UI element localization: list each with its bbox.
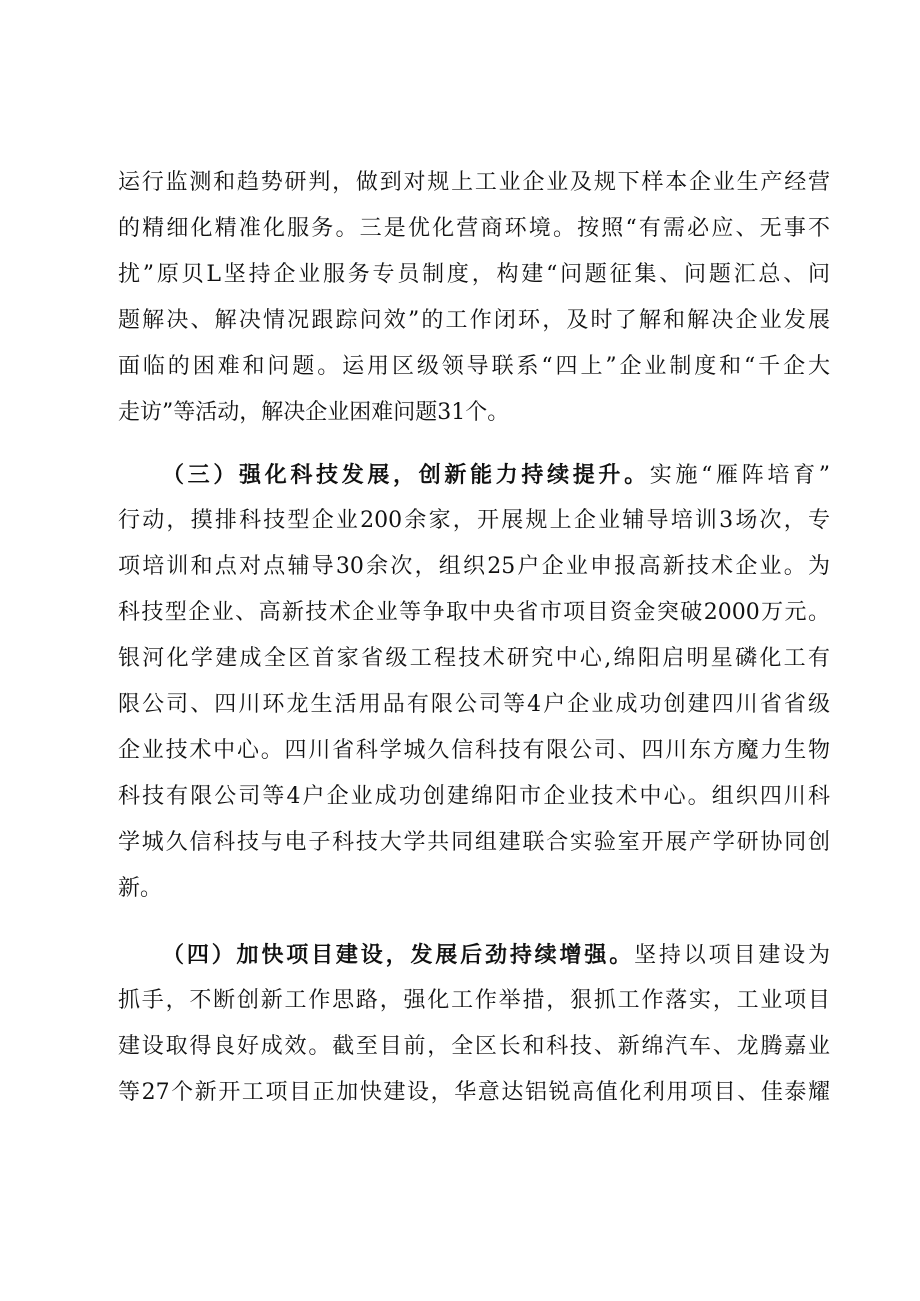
paragraph-3-first-line-text: 坚持以项目建设为 xyxy=(634,943,830,968)
paragraph-1-line-6: 走访”等活动，解决企业困难问题31个。 xyxy=(118,400,510,425)
paragraph-2-line-2: 行动，摸排科技型企业200余家，开展规上企业辅导培训3场次，专 xyxy=(118,508,830,533)
paragraph-2-line-1 xyxy=(162,460,830,490)
paragraph-2-line-7: 企业技术中心。四川省科学城久信科技有限公司、四川东方魔力生物 xyxy=(118,738,830,763)
paragraph-2-line-6: 限公司、四川环龙生活用品有限公司等4户企业成功创建四川省省级 xyxy=(118,692,830,717)
paragraph-2-first-line-text: 实施“雁阵培育” xyxy=(649,463,830,488)
paragraph-3-line-1 xyxy=(162,940,830,970)
paragraph-3-line-2: 抓手，不断创新工作思路，强化工作举措，狠抓工作落实，工业项目 xyxy=(118,988,830,1013)
paragraph-1-line-4: 题解决、解决情况跟踪问效”的工作闭环，及时了解和解决企业发展 xyxy=(118,308,830,333)
section-heading-3: （三）强化科技发展，创新能力持续提升。 xyxy=(162,462,650,488)
paragraph-3-line-4: 等27个新开工项目正加快建设，华意达铝锐高值化利用项目、佳泰耀 xyxy=(118,1080,830,1105)
paragraph-1-line-5: 面临的困难和问题。运用区级领导联系“四上”企业制度和“千企大 xyxy=(118,354,830,379)
section-heading-4: （四）加快项目建设，发展后劲持续增强。 xyxy=(162,942,635,968)
paragraph-2-line-10: 新。 xyxy=(118,876,163,901)
paragraph-2-line-8: 科技有限公司等4户企业成功创建绵阳市企业技术中心。组织四川科 xyxy=(118,784,830,809)
paragraph-2-line-9: 学城久信科技与电子科技大学共同组建联合实验室开展产学研协同创 xyxy=(118,830,830,855)
paragraph-1-line-2: 的精细化精准化服务。三是优化营商环境。按照“有需必应、无事不 xyxy=(118,216,830,241)
paragraph-1-line-1: 运行监测和趋势研判，做到对规上工业企业及规下样本企业生产经营 xyxy=(118,170,830,195)
paragraph-3-line-3: 建设取得良好成效。截至目前，全区长和科技、新绵汽车、龙腾嘉业 xyxy=(118,1034,830,1059)
paragraph-2-line-5: 银河化学建成全区首家省级工程技术研究中心,绵阳启明星磷化工有 xyxy=(118,646,830,671)
paragraph-1-line-3: 扰”原贝L坚持企业服务专员制度，构建“问题征集、问题汇总、问 xyxy=(118,262,830,287)
paragraph-2-line-3: 项培训和点对点辅导30余次，组织25户企业申报高新技术企业。为 xyxy=(118,554,830,579)
paragraph-2-line-4: 科技型企业、高新技术企业等争取中央省市项目资金突破2000万元。 xyxy=(118,600,830,625)
